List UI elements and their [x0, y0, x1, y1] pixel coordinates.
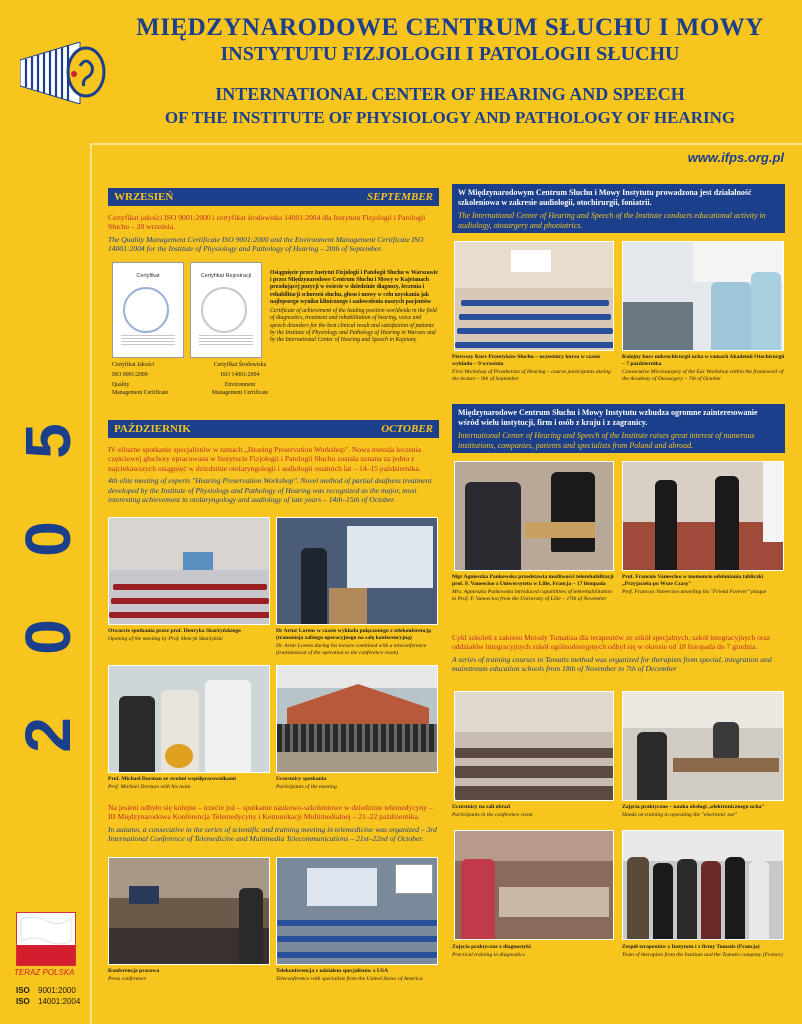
meeting-participants-photo: [276, 665, 438, 773]
conference-room-photo: [454, 691, 614, 801]
press-conference-caption: Konferencja prasowa Press conference: [108, 968, 160, 982]
telerehabilitation-caption: Mgr Agnieszka Pankowska przedstawia możliwości telerehabilitacji prof. F. Vaneecloo z Uniwersytetu w Lille, Francja – 17 listopada Mrs. Agnieszka Pankowska introduced capabilities of telerehabilitation to Prof. F. Vaneecloo from the University of Lille – 17th of November: [452, 574, 614, 602]
september-bar: [108, 188, 439, 206]
workshop-opening-caption: Otwarcie spotkania przez prof. Henryka Skarżyńskiego Opening of the meeting by Prof. Henryk Skarżyński: [108, 628, 241, 642]
electronic-ear-training-photo: [622, 691, 784, 801]
certificate-caption-2: Certyfikat Środowiska ISO 14001:2004 Environment Management Certificate: [211, 362, 269, 396]
electronic-ear-training-caption: Zajęcia praktyczne – nauka obsługi „elektronicznego ucha" Hands on training in operating the "electronic ear": [622, 804, 765, 818]
website-link[interactable]: www.ifps.org.pl: [687, 150, 784, 165]
quality-certificate-image: Certyfikat: [112, 262, 184, 358]
year-digit: 0: [12, 619, 84, 655]
left-divider: [90, 145, 92, 1024]
year-digit: 0: [12, 521, 84, 557]
prosthetists-workshop-photo: [454, 241, 614, 351]
title-polish-main: MIĘDZYNARODOWE CENTRUM SŁUCHU I MOWY: [136, 14, 764, 41]
prosthetists-workshop-caption: Pierwszy Kurs Protetyków Słuchu – uczestnicy kursu w czasie wykładu – 9 września First Workshop of Prosthetists of Hearing – course participants during the lecture – 9th of September: [452, 354, 611, 382]
title-english-sub: OF THE INSTITUTE OF PHYSIOLOGY AND PATHOLOGY OF HEARING: [164, 108, 736, 127]
october-bar: [108, 420, 439, 438]
teleconference-usa-photo: [276, 857, 438, 965]
september-text: Certyfikat jakości ISO 9001:2000 i certyfikat środowiska 14001:2004 dla Instytutu Fizjologii i Patologii Słuchu – 20 września. The Quality Management Certificate ISO 9001:2000 and the Environment Management Certificate ISO 14001:2004 for the Institute of Physiology and Pathology of Hearing – 20th of September.: [108, 213, 426, 254]
year-digit: 2: [12, 717, 84, 753]
certificate-description: Osiągnięcie przez Instytut Fizjologii i Patologii Słuchu w Warszawie i przez Międzynarodowe Centrum Słuchu i Mowy w Kajetanach przodującej pozycji w świecie w dziedzinie diagnozy, leczenia i rehabilitacji schorzeń słuchu, głosu i mowy w celu uzyskania jak najlepszego wyniku klinicznego i zadowolenia naszych pacjentów Certificate of achievement of the leading position worldwide in the field of diagnostics, treatment and rehabilitation of hearing, voice and speech disorders for the best clinical result and satisfaction of patients by the Institute of Physiology and Pathology of Hearing in Warsaw and by the International Center of Hearing and Speech in Kajetany: [270, 270, 438, 344]
dorman-team-caption: Prof. Michael Dorman ze swoimi współpracownikami Prof. Michael Dorman with his team: [108, 776, 236, 790]
title-polish-sub: INSTYTUTU FIZJOLOGII I PATOLOGII SŁUCHU: [220, 43, 680, 65]
plaque-unveiling-photo: [622, 461, 784, 571]
plaque-unveiling-caption: Prof. Francois Vaneecloo w momencie odsłaniania tabliczki „Przyjaciela po Wsze Czasy" Prof. Francois Vaneecloo unveiling his "Friend Forever" plaque: [622, 574, 767, 595]
month-label-pl: PAŹDZIERNIK: [114, 423, 191, 435]
education-info-box: W Międzynarodowym Centrum Słuchu i Mowy Instytutu prowadzona jest działalność szkoleniowa w zakresie audiologii, otochirurgii, foniatrii. The International Center of Hearing and Speech of the Institute conducts educational activity in audiology, otosurgery and phoniatrics.: [452, 184, 785, 233]
microsurgery-workshop-photo: [622, 241, 784, 351]
year-vertical: [12, 392, 84, 784]
interest-info-box: Międzynarodowe Centrum Słuchu i Mowy Instytutu wzbudza ogromne zainteresowanie wśród wielu instytucji, firm i osób z kraju i z zagranicy. International Center of Hearing and Speech of the Institute raises great interest of numerous institutions, companies, patients and specialists from Poland and abroad.: [452, 404, 785, 453]
certificate-caption-1: Certyfikat Jakości ISO 9001:2000 Quality Management Certificate: [112, 362, 169, 396]
tomatis-text: Cykl szkoleń z zakresu Metody Tomatisa dla terapeutów ze szkół specjalnych, szkół integracyjnych oraz oddziałów integracyjnych szkół ogólnodostępnych odbył się w okresie od 18 listopada do 7 grudnia. A series of training courses in Tomatis method was organized for therapists from special, integration and mainstream education schools from 18th of November to 7th of December: [452, 633, 772, 674]
year-digit: 5: [12, 423, 84, 459]
therapists-team-photo: [622, 830, 784, 940]
environment-certificate-image: Certyfikat Rejestracji: [190, 262, 262, 358]
dorman-team-photo: [108, 665, 270, 773]
ear-logo-icon: [20, 42, 106, 104]
meeting-participants-caption: Uczestnicy spotkania Participants of the meeting: [276, 776, 337, 790]
month-label-en: OCTOBER: [381, 423, 433, 435]
teleconference-usa-caption: Telekonferencja z udziałem specjalistów z USA Teleconference with specialists from the United States of America: [276, 968, 423, 982]
press-conference-photo: [108, 857, 270, 965]
diagnostics-training-caption: Zajęcia praktyczne z diagnostyki Practical training in diagnostics: [452, 944, 531, 958]
month-label-pl: WRZESIEŃ: [114, 191, 174, 203]
iso-line: ISO 9001:2000: [16, 986, 76, 995]
teraz-polska-logo: [16, 912, 76, 966]
flag-wave-icon: [17, 913, 75, 947]
lorens-lecture-photo: [276, 517, 438, 625]
conference-room-caption: Uczestnicy na sali obrad Participants in the conference room: [452, 804, 533, 818]
iso-line: ISO 14001:2004: [16, 997, 81, 1006]
diagnostics-training-photo: [454, 830, 614, 940]
telemedicine-text: Na jesieni odbyło się kolejne – trzecie już – spotkanie naukowo-szkoleniowe w dziedzinie telemedycyny – III Międzynarodowa Konferencja Telemedycyny i Komunikacji Multimedialnej – 21–22 października. In autumn, a consecutive in the series of scientific and training meeting in telemedicine was organized – 3rd International Conference of Telemedicine and Multimedia Telecommunications – 21st–22nd of October.: [108, 803, 437, 844]
microsurgery-workshop-caption: Kolejny kurs mikrochirurgii ucha w ramach Akademii Otochirurgii – 7 października Consecutive Microsurgery of the Ear Workshop within the framework of the Academy of Otosurgery – 7th of October: [622, 354, 785, 382]
october-text: IV elitarne spotkanie specjalistów w ramach „Hearing Preservation Workshop". Nowa metoda leczenia częściowej głuchoty opracowana w Instytucie Fizjologii i Patologii Słuchu została uznana za jedno z najciekawszych osiągnięć w dziedzinie otolaryngologii i audiologii ostatnich lat – 14–15 października. 4th elite meeting of experts "Hearing Preservation Workshop". Novel method of partial deafness treatment developed by the Institute of Physiology and Pathology of Hearing was recognized as the major, most interesting achievement in otolaryngology and audiology of late years – 14th–15th of October.: [108, 445, 432, 505]
month-label-en: SEPTEMBER: [366, 191, 433, 203]
header-divider: [90, 143, 802, 145]
teraz-polska-label: TERAZ POLSKA: [14, 968, 75, 977]
workshop-opening-photo: [108, 517, 270, 625]
title-english-main: INTERNATIONAL CENTER OF HEARING AND SPEECH: [215, 84, 685, 104]
telerehabilitation-photo: [454, 461, 614, 571]
lorens-lecture-caption: Dr Artur Lorens w czasie wykładu połączonego z telekonferencją (transmisja zabiegu operacyjnego na salę konferencyjną) Dr. Artur Lorens during his lecture combined with a teleconference (transmission of the operation to the conference room): [276, 628, 431, 656]
therapists-team-caption: Zespół terapeutów z Instytutu i z firmy Tomatis (Francja) Team of therapists from the Institute and the Tomatis company (France): [622, 944, 783, 958]
